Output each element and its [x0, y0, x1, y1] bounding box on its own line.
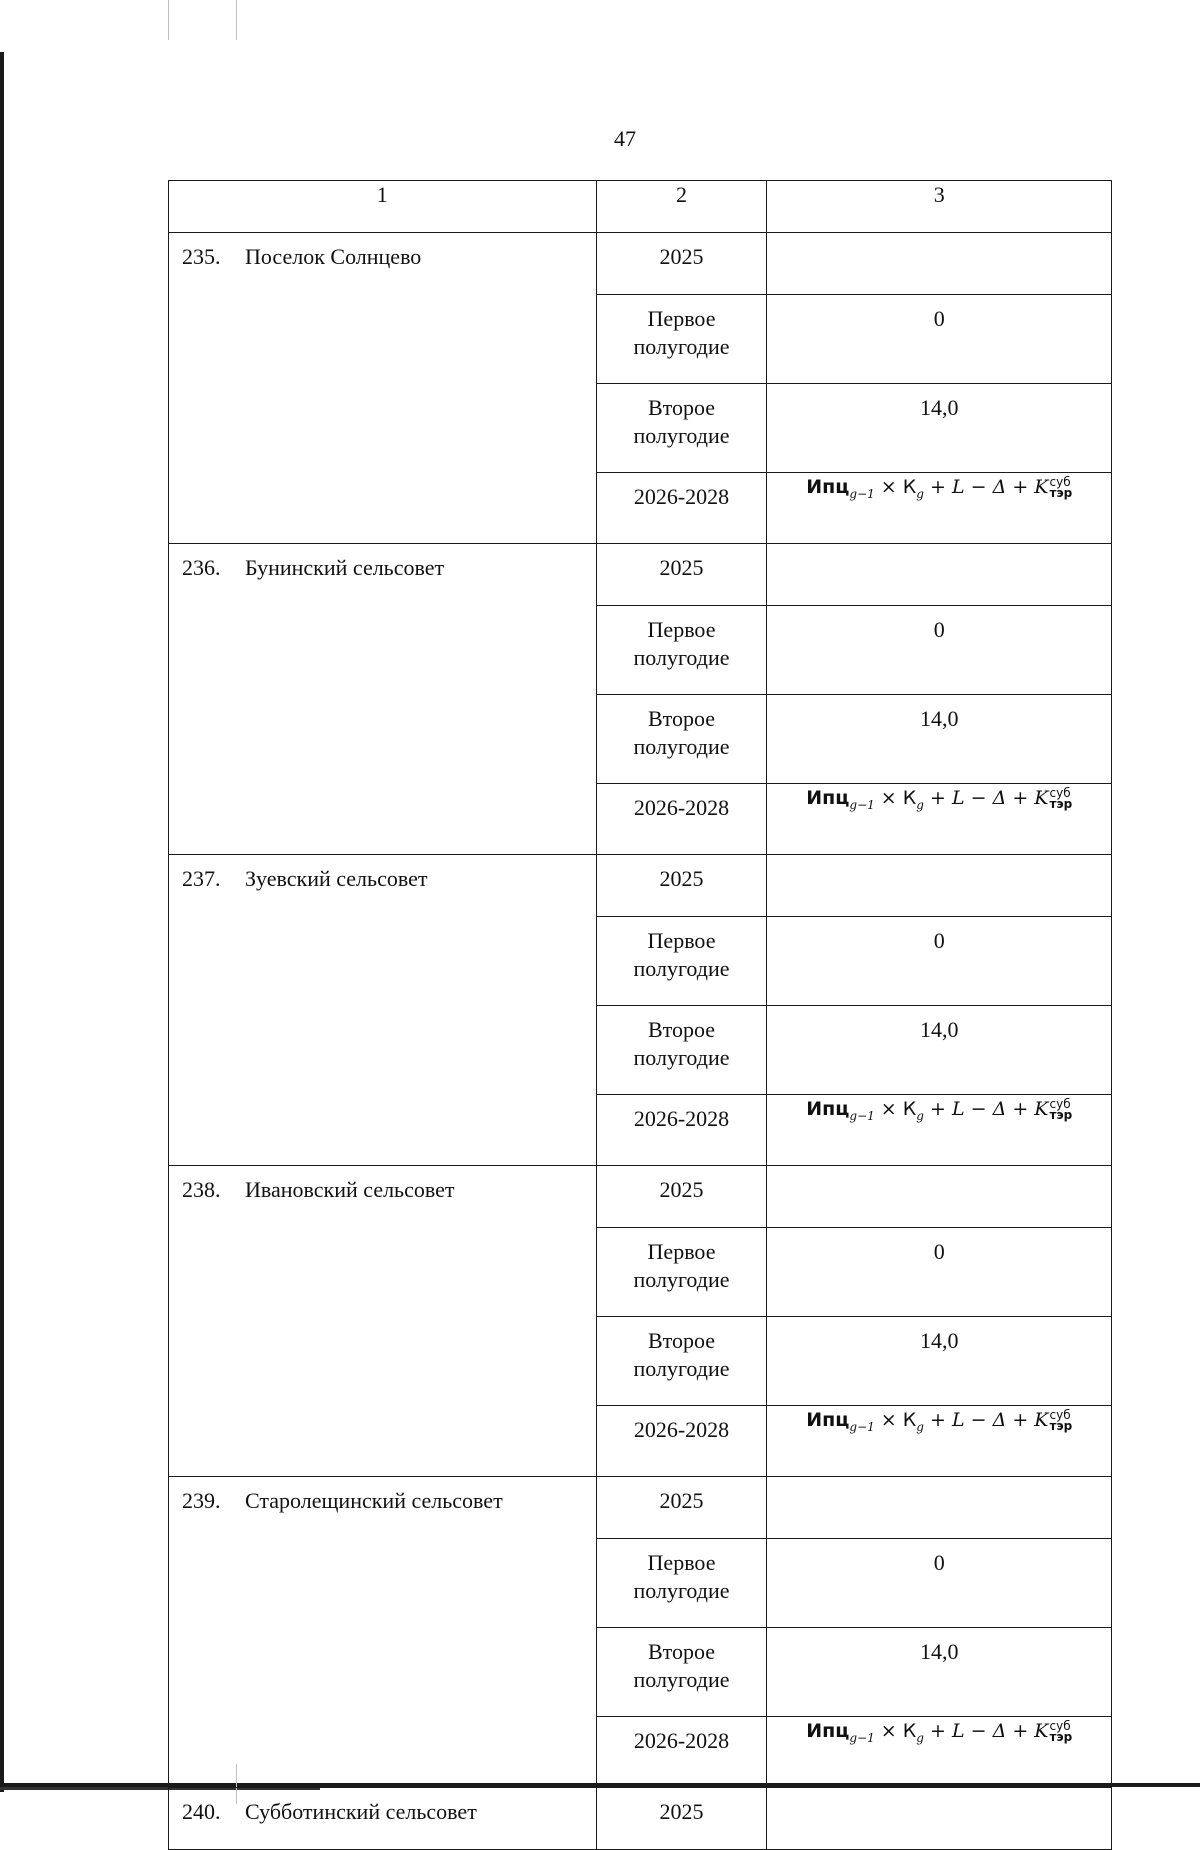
formula-k-sub: g [916, 1730, 924, 1745]
formula-base: Ипц [806, 1409, 850, 1431]
value-cell-empty [767, 855, 1112, 917]
value-cell-empty [767, 233, 1112, 295]
formula-base: Ипц [806, 476, 850, 498]
table-row [169, 233, 1112, 295]
table-row [169, 1477, 1112, 1539]
scan-left-border [0, 52, 4, 1792]
value-cell: 0 [767, 1228, 1112, 1317]
formula-k-sub: g [916, 1108, 924, 1123]
value-cell: 0 [767, 917, 1112, 1006]
value-cell: 14,0 [767, 384, 1112, 473]
formula-kter: K [1034, 1409, 1049, 1431]
scan-artifact [168, 0, 169, 40]
row-number: 237. [182, 866, 221, 891]
year-cell: 2025 [596, 1166, 767, 1228]
formula-base-sub: g−1 [849, 1730, 875, 1745]
page-number: 47 [614, 126, 636, 151]
settlement-cell [169, 1788, 597, 1850]
formula-base: Ипц [806, 1720, 850, 1742]
year-cell: 2025 [596, 544, 767, 606]
formula-kter-sub: тэр [1049, 1729, 1073, 1744]
formula-rest: + L − Δ + [923, 787, 1035, 809]
formula-rest: + L − Δ + [923, 1409, 1035, 1431]
formula-k: К [902, 1098, 917, 1120]
year-cell: 2025 [596, 855, 767, 917]
settlement-cell [169, 233, 597, 544]
period-cell: Второе полугодие [596, 1628, 767, 1717]
settlement-cell [169, 1166, 597, 1477]
period-cell: 2026-2028 [596, 1406, 767, 1477]
table-row [169, 544, 1112, 606]
formula-cell [767, 473, 1112, 544]
formula-kter-indices [1049, 1407, 1073, 1433]
period-cell: Второе полугодие [596, 1006, 767, 1095]
formula-kter-indices [1049, 785, 1073, 811]
formula-base: Ипц [806, 1098, 850, 1120]
value-cell: 0 [767, 1539, 1112, 1628]
period-cell: Второе полугодие [596, 384, 767, 473]
formula-kter: K [1034, 1098, 1049, 1120]
value-cell: 14,0 [767, 695, 1112, 784]
period-cell: 2026-2028 [596, 784, 767, 855]
table-row [169, 1166, 1112, 1228]
formula-k-sub: g [916, 486, 924, 501]
formula-k: К [902, 1720, 917, 1742]
settlement-name: Поселок Солнцево [245, 244, 422, 269]
formula-times: × [874, 1720, 903, 1742]
formula-base-sub: g−1 [849, 486, 875, 501]
value-cell-empty [767, 1477, 1112, 1539]
year-cell: 2025 [596, 233, 767, 295]
formula-kter-sub: тэр [1049, 796, 1073, 811]
value-cell-empty [767, 1166, 1112, 1228]
row-number: 240. [182, 1799, 221, 1824]
period-cell: Первое полугодие [596, 606, 767, 695]
formula-times: × [874, 1098, 903, 1120]
row-number: 235. [182, 244, 221, 269]
formula-base-sub: g−1 [849, 1419, 875, 1434]
value-cell: 0 [767, 606, 1112, 695]
formula-cell [767, 784, 1112, 855]
settlement-name: Бунинский сельсовет [245, 555, 445, 580]
formula-base: Ипц [806, 787, 850, 809]
period-cell: Первое полугодие [596, 1539, 767, 1628]
formula-times: × [874, 476, 903, 498]
formula-kter-sub: тэр [1049, 1107, 1073, 1122]
settlement-cell [169, 544, 597, 855]
formula-base-sub: g−1 [849, 1108, 875, 1123]
header-col-3: 3 [767, 181, 1112, 233]
value-cell: 0 [767, 295, 1112, 384]
settlement-name: Старолещинский сельсовет [245, 1488, 503, 1513]
formula-rest: + L − Δ + [923, 1720, 1035, 1742]
period-cell: Второе полугодие [596, 695, 767, 784]
formula-cell [767, 1717, 1112, 1788]
table-body [169, 181, 1112, 1850]
period-cell: Первое полугодие [596, 295, 767, 384]
settlement-name: Зуевский сельсовет [245, 866, 428, 891]
period-cell: Второе полугодие [596, 1317, 767, 1406]
formula-kter-sub: тэр [1049, 1418, 1073, 1433]
formula-base-sub: g−1 [849, 797, 875, 812]
formula-kter-indices [1049, 1718, 1073, 1744]
period-cell: Первое полугодие [596, 1228, 767, 1317]
value-cell: 14,0 [767, 1317, 1112, 1406]
formula-kter-sup: суб [1049, 785, 1071, 800]
formula-kter-indices [1049, 1096, 1073, 1122]
formula-kter-sup: суб [1049, 1718, 1071, 1733]
value-cell: 14,0 [767, 1628, 1112, 1717]
formula-kter: K [1034, 1720, 1049, 1742]
value-cell: 14,0 [767, 1006, 1112, 1095]
period-cell: 2026-2028 [596, 1717, 767, 1788]
formula-k-sub: g [916, 1419, 924, 1434]
table-row [169, 1788, 1112, 1850]
formula-kter-sup: суб [1049, 474, 1071, 489]
formula-rest: + L − Δ + [923, 476, 1035, 498]
table-header-row [169, 181, 1112, 233]
formula-cell [767, 1095, 1112, 1166]
year-cell: 2025 [596, 1788, 767, 1850]
formula-kter-indices [1049, 474, 1073, 500]
formula-k: К [902, 1409, 917, 1431]
formula-times: × [874, 1409, 903, 1431]
formula-rest: + L − Δ + [923, 1098, 1035, 1120]
formula-kter: K [1034, 787, 1049, 809]
settlement-cell [169, 855, 597, 1166]
settlement-name: Субботинский сельсовет [245, 1799, 477, 1824]
settlement-name: Ивановский сельсовет [245, 1177, 455, 1202]
header-col-2: 2 [596, 181, 767, 233]
value-cell-empty [767, 544, 1112, 606]
row-number: 239. [182, 1488, 221, 1513]
tariff-table [168, 180, 1112, 1850]
period-cell: 2026-2028 [596, 1095, 767, 1166]
formula-k: К [902, 476, 917, 498]
formula-kter-sup: суб [1049, 1407, 1071, 1422]
header-col-1: 1 [169, 181, 597, 233]
period-cell: 2026-2028 [596, 473, 767, 544]
table-row [169, 855, 1112, 917]
year-cell: 2025 [596, 1477, 767, 1539]
scan-artifact [236, 0, 237, 40]
formula-k: К [902, 787, 917, 809]
row-number: 238. [182, 1177, 221, 1202]
value-cell-empty [767, 1788, 1112, 1850]
row-number: 236. [182, 555, 221, 580]
formula-kter-sup: суб [1049, 1096, 1071, 1111]
period-cell: Первое полугодие [596, 917, 767, 1006]
formula-kter: K [1034, 476, 1049, 498]
formula-kter-sub: тэр [1049, 485, 1073, 500]
formula-k-sub: g [916, 797, 924, 812]
formula-times: × [874, 787, 903, 809]
formula-cell [767, 1406, 1112, 1477]
settlement-cell [169, 1477, 597, 1788]
